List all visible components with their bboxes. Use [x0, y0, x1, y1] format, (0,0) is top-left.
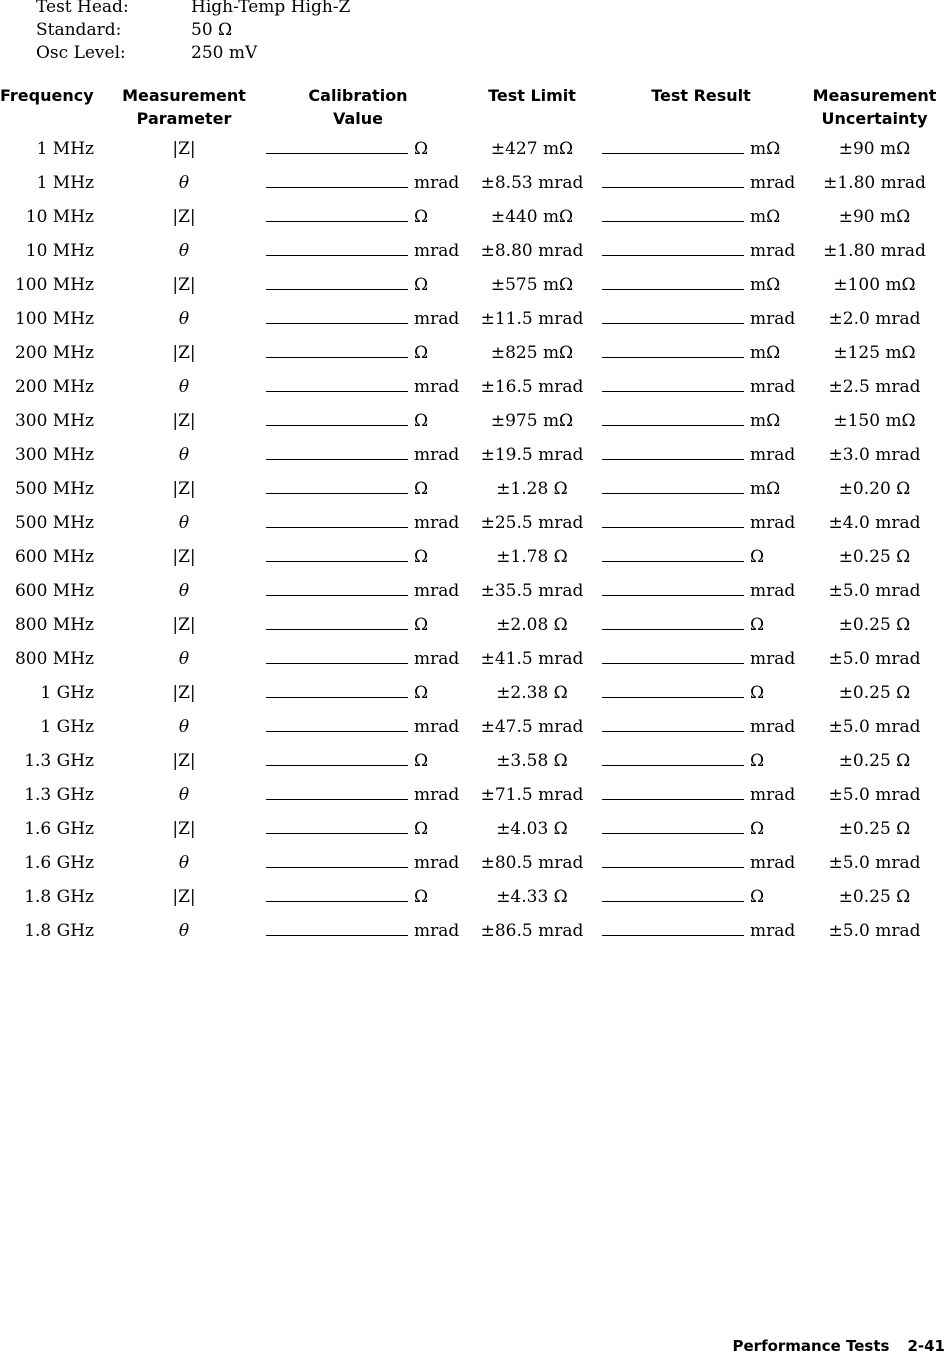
- test-result-unit: mrad: [750, 649, 795, 669]
- test-result-blank[interactable]: [602, 275, 744, 290]
- osc-level-label: Osc Level:: [36, 42, 191, 65]
- header-calibration-value: Calibration Value: [250, 82, 466, 132]
- uncertainty-cell: ±2.0 mrad: [804, 302, 945, 336]
- test-result-cell: [598, 132, 804, 166]
- parameter-cell: θ: [118, 574, 250, 608]
- table-row: [0, 778, 945, 812]
- calibration-value-cell: [250, 608, 466, 642]
- test-result-unit: mrad: [750, 513, 795, 533]
- calibration-value-blank[interactable]: [266, 343, 408, 358]
- calibration-unit: mrad: [414, 785, 459, 805]
- calibration-value-blank[interactable]: [266, 547, 408, 562]
- osc-level-row: [36, 42, 350, 65]
- test-limit-cell: ±575 mΩ: [466, 268, 598, 302]
- page-footer: [733, 1336, 945, 1356]
- calibration-value-blank[interactable]: [266, 479, 408, 494]
- test-result-unit: mΩ: [750, 479, 780, 499]
- test-limit-cell: ±4.03 Ω: [466, 812, 598, 846]
- calibration-value-blank[interactable]: [266, 751, 408, 766]
- test-result-blank[interactable]: [602, 819, 744, 834]
- test-result-unit: mrad: [750, 921, 795, 941]
- calibration-value-cell: [250, 506, 466, 540]
- uncertainty-cell: ±0.25 Ω: [804, 608, 945, 642]
- frequency-cell: 1 GHz: [0, 676, 118, 710]
- test-result-blank[interactable]: [602, 887, 744, 902]
- test-limit-cell: ±47.5 mrad: [466, 710, 598, 744]
- test-limit-cell: ±16.5 mrad: [466, 370, 598, 404]
- osc-level-value: 250 mV: [191, 42, 257, 65]
- table-row: [0, 438, 945, 472]
- table-row: [0, 608, 945, 642]
- uncertainty-cell: ±0.25 Ω: [804, 540, 945, 574]
- test-limit-cell: ±25.5 mrad: [466, 506, 598, 540]
- uncertainty-cell: ±1.80 mrad: [804, 166, 945, 200]
- calibration-value-cell: [250, 710, 466, 744]
- table-row: [0, 744, 945, 778]
- calibration-unit: mrad: [414, 173, 459, 193]
- calibration-value-blank[interactable]: [266, 309, 408, 324]
- uncertainty-cell: ±5.0 mrad: [804, 846, 945, 880]
- test-result-cell: [598, 370, 804, 404]
- test-limit-cell: ±4.33 Ω: [466, 880, 598, 914]
- frequency-cell: 300 MHz: [0, 438, 118, 472]
- test-result-unit: Ω: [750, 547, 764, 567]
- frequency-cell: 1.8 GHz: [0, 914, 118, 948]
- standard-value: 50 Ω: [191, 19, 232, 42]
- frequency-cell: 100 MHz: [0, 302, 118, 336]
- test-result-unit: mrad: [750, 173, 795, 193]
- test-result-cell: [598, 914, 804, 948]
- table-row: [0, 336, 945, 370]
- table-row: [0, 472, 945, 506]
- test-result-cell: [598, 438, 804, 472]
- calibration-value-cell: [250, 846, 466, 880]
- calibration-unit: mrad: [414, 717, 459, 737]
- test-result-blank[interactable]: [602, 683, 744, 698]
- test-result-cell: [598, 642, 804, 676]
- test-limit-cell: ±11.5 mrad: [466, 302, 598, 336]
- test-result-unit: mrad: [750, 581, 795, 601]
- table-header-row: [0, 82, 945, 132]
- test-result-unit: mrad: [750, 785, 795, 805]
- parameter-cell: |Z|: [118, 880, 250, 914]
- test-result-unit: mrad: [750, 241, 795, 261]
- header-measurement-uncertainty: Measurement Uncertainty: [804, 82, 945, 132]
- calibration-value-cell: [250, 336, 466, 370]
- test-result-cell: [598, 268, 804, 302]
- table-row: [0, 914, 945, 948]
- calibration-value-blank[interactable]: [266, 615, 408, 630]
- header-measurement-parameter: Measurement Parameter: [118, 82, 250, 132]
- frequency-cell: 1.3 GHz: [0, 778, 118, 812]
- frequency-cell: 500 MHz: [0, 506, 118, 540]
- parameter-cell: |Z|: [118, 200, 250, 234]
- calibration-unit: Ω: [414, 819, 428, 839]
- calibration-value-blank[interactable]: [266, 513, 408, 528]
- footer-page-number: 2-41: [907, 1337, 945, 1355]
- test-result-blank[interactable]: [602, 921, 744, 936]
- test-limit-cell: ±975 mΩ: [466, 404, 598, 438]
- test-limit-cell: ±19.5 mrad: [466, 438, 598, 472]
- frequency-cell: 200 MHz: [0, 336, 118, 370]
- calibration-value-blank[interactable]: [266, 717, 408, 732]
- parameter-cell: |Z|: [118, 472, 250, 506]
- parameter-cell: |Z|: [118, 404, 250, 438]
- uncertainty-cell: ±3.0 mrad: [804, 438, 945, 472]
- test-result-blank[interactable]: [602, 717, 744, 732]
- test-result-unit: Ω: [750, 887, 764, 907]
- calibration-value-cell: [250, 132, 466, 166]
- table-row: [0, 302, 945, 336]
- uncertainty-cell: ±0.25 Ω: [804, 676, 945, 710]
- test-limit-cell: ±427 mΩ: [466, 132, 598, 166]
- standard-label: Standard:: [36, 19, 191, 42]
- uncertainty-cell: ±90 mΩ: [804, 200, 945, 234]
- test-result-cell: [598, 336, 804, 370]
- parameter-cell: θ: [118, 506, 250, 540]
- calibration-unit: Ω: [414, 275, 428, 295]
- calibration-value-cell: [250, 302, 466, 336]
- test-result-unit: Ω: [750, 683, 764, 703]
- test-result-cell: [598, 744, 804, 778]
- test-result-unit: mΩ: [750, 207, 780, 227]
- parameter-cell: |Z|: [118, 608, 250, 642]
- calibration-value-cell: [250, 166, 466, 200]
- calibration-value-blank[interactable]: [266, 139, 408, 154]
- frequency-cell: 200 MHz: [0, 370, 118, 404]
- test-result-blank[interactable]: [602, 343, 744, 358]
- test-result-blank[interactable]: [602, 615, 744, 630]
- test-result-cell: [598, 676, 804, 710]
- calibration-value-cell: [250, 914, 466, 948]
- test-result-unit: Ω: [750, 615, 764, 635]
- calibration-value-cell: [250, 438, 466, 472]
- test-head-value: High-Temp High-Z: [191, 0, 350, 19]
- test-result-cell: [598, 404, 804, 438]
- parameter-cell: |Z|: [118, 676, 250, 710]
- test-result-blank[interactable]: [602, 649, 744, 664]
- frequency-cell: 1 MHz: [0, 166, 118, 200]
- parameter-cell: θ: [118, 234, 250, 268]
- table-row: [0, 166, 945, 200]
- parameter-cell: |Z|: [118, 812, 250, 846]
- test-limit-cell: ±440 mΩ: [466, 200, 598, 234]
- frequency-cell: 1 GHz: [0, 710, 118, 744]
- calibration-value-cell: [250, 370, 466, 404]
- uncertainty-cell: ±5.0 mrad: [804, 574, 945, 608]
- test-head-label: Test Head:: [36, 0, 191, 19]
- test-result-unit: mrad: [750, 377, 795, 397]
- test-result-cell: [598, 778, 804, 812]
- table-row: [0, 710, 945, 744]
- test-limit-cell: ±80.5 mrad: [466, 846, 598, 880]
- test-limit-cell: ±2.08 Ω: [466, 608, 598, 642]
- test-limit-cell: ±825 mΩ: [466, 336, 598, 370]
- uncertainty-cell: ±1.80 mrad: [804, 234, 945, 268]
- calibration-value-cell: [250, 574, 466, 608]
- uncertainty-cell: ±0.20 Ω: [804, 472, 945, 506]
- header-frequency: Frequency: [0, 82, 118, 132]
- calibration-value-blank[interactable]: [266, 275, 408, 290]
- frequency-cell: 10 MHz: [0, 200, 118, 234]
- test-result-blank[interactable]: [602, 581, 744, 596]
- calibration-unit: mrad: [414, 309, 459, 329]
- calibration-unit: mrad: [414, 581, 459, 601]
- test-limit-cell: ±71.5 mrad: [466, 778, 598, 812]
- calibration-unit: Ω: [414, 207, 428, 227]
- frequency-cell: 1.3 GHz: [0, 744, 118, 778]
- table-row: [0, 676, 945, 710]
- header-test-result: Test Result: [598, 82, 804, 132]
- test-result-blank[interactable]: [602, 445, 744, 460]
- calibration-value-cell: [250, 234, 466, 268]
- calibration-value-blank[interactable]: [266, 581, 408, 596]
- calibration-value-cell: [250, 540, 466, 574]
- frequency-cell: 500 MHz: [0, 472, 118, 506]
- calibration-value-cell: [250, 778, 466, 812]
- table-row: [0, 506, 945, 540]
- calibration-unit: mrad: [414, 513, 459, 533]
- uncertainty-cell: ±2.5 mrad: [804, 370, 945, 404]
- footer-section-title: Performance Tests: [733, 1337, 890, 1355]
- test-limit-cell: ±1.78 Ω: [466, 540, 598, 574]
- calibration-value-cell: [250, 812, 466, 846]
- test-result-cell: [598, 200, 804, 234]
- calibration-value-blank[interactable]: [266, 921, 408, 936]
- parameter-cell: |Z|: [118, 132, 250, 166]
- standard-row: [36, 19, 350, 42]
- calibration-unit: Ω: [414, 615, 428, 635]
- test-result-cell: [598, 812, 804, 846]
- header-test-limit: Test Limit: [466, 82, 598, 132]
- parameter-cell: |Z|: [118, 540, 250, 574]
- calibration-value-blank[interactable]: [266, 207, 408, 222]
- test-result-unit: Ω: [750, 751, 764, 771]
- frequency-cell: 800 MHz: [0, 608, 118, 642]
- calibration-unit: Ω: [414, 343, 428, 363]
- calibration-unit: mrad: [414, 377, 459, 397]
- parameter-cell: |Z|: [118, 744, 250, 778]
- test-limit-cell: ±8.80 mrad: [466, 234, 598, 268]
- test-result-cell: [598, 234, 804, 268]
- parameter-cell: θ: [118, 710, 250, 744]
- calibration-value-blank[interactable]: [266, 819, 408, 834]
- calibration-value-blank[interactable]: [266, 377, 408, 392]
- frequency-cell: 10 MHz: [0, 234, 118, 268]
- test-result-blank[interactable]: [602, 173, 744, 188]
- uncertainty-cell: ±5.0 mrad: [804, 914, 945, 948]
- calibration-value-cell: [250, 200, 466, 234]
- table-row: [0, 132, 945, 166]
- test-result-blank[interactable]: [602, 309, 744, 324]
- test-result-unit: mrad: [750, 445, 795, 465]
- calibration-value-cell: [250, 404, 466, 438]
- uncertainty-cell: ±0.25 Ω: [804, 744, 945, 778]
- test-result-unit: mΩ: [750, 343, 780, 363]
- uncertainty-cell: ±125 mΩ: [804, 336, 945, 370]
- calibration-unit: mrad: [414, 853, 459, 873]
- test-result-unit: mrad: [750, 717, 795, 737]
- test-setup-info: [36, 0, 350, 65]
- test-result-blank[interactable]: [602, 547, 744, 562]
- calibration-unit: Ω: [414, 479, 428, 499]
- test-result-blank[interactable]: [602, 751, 744, 766]
- table-row: [0, 846, 945, 880]
- uncertainty-cell: ±0.25 Ω: [804, 880, 945, 914]
- table-row: [0, 812, 945, 846]
- test-result-blank[interactable]: [602, 139, 744, 154]
- test-result-cell: [598, 472, 804, 506]
- uncertainty-cell: ±100 mΩ: [804, 268, 945, 302]
- parameter-cell: θ: [118, 438, 250, 472]
- calibration-value-cell: [250, 880, 466, 914]
- test-result-blank[interactable]: [602, 513, 744, 528]
- calibration-value-cell: [250, 676, 466, 710]
- calibration-value-blank[interactable]: [266, 173, 408, 188]
- calibration-value-blank[interactable]: [266, 649, 408, 664]
- test-result-unit: mΩ: [750, 275, 780, 295]
- table-row: [0, 404, 945, 438]
- uncertainty-cell: ±150 mΩ: [804, 404, 945, 438]
- uncertainty-cell: ±4.0 mrad: [804, 506, 945, 540]
- frequency-cell: 1.6 GHz: [0, 846, 118, 880]
- table-row: [0, 370, 945, 404]
- test-result-cell: [598, 574, 804, 608]
- table-row: [0, 880, 945, 914]
- calibration-value-blank[interactable]: [266, 445, 408, 460]
- test-limit-cell: ±8.53 mrad: [466, 166, 598, 200]
- test-head-row: [36, 0, 350, 19]
- uncertainty-cell: ±0.25 Ω: [804, 812, 945, 846]
- calibration-value-blank[interactable]: [266, 887, 408, 902]
- calibration-unit: Ω: [414, 683, 428, 703]
- calibration-unit: Ω: [414, 547, 428, 567]
- test-result-unit: mrad: [750, 309, 795, 329]
- uncertainty-cell: ±5.0 mrad: [804, 778, 945, 812]
- table-row: [0, 234, 945, 268]
- test-limit-cell: ±86.5 mrad: [466, 914, 598, 948]
- test-result-blank[interactable]: [602, 853, 744, 868]
- calibration-unit: Ω: [414, 887, 428, 907]
- calibration-value-blank[interactable]: [266, 785, 408, 800]
- test-result-cell: [598, 166, 804, 200]
- table-row: [0, 540, 945, 574]
- frequency-cell: 300 MHz: [0, 404, 118, 438]
- frequency-cell: 100 MHz: [0, 268, 118, 302]
- test-result-unit: Ω: [750, 819, 764, 839]
- test-result-unit: mΩ: [750, 411, 780, 431]
- test-result-blank[interactable]: [602, 241, 744, 256]
- test-result-blank[interactable]: [602, 411, 744, 426]
- parameter-cell: θ: [118, 914, 250, 948]
- test-result-blank[interactable]: [602, 207, 744, 222]
- test-limit-cell: ±35.5 mrad: [466, 574, 598, 608]
- calibration-unit: Ω: [414, 139, 428, 159]
- calibration-unit: mrad: [414, 921, 459, 941]
- calibration-value-blank[interactable]: [266, 683, 408, 698]
- calibration-value-cell: [250, 744, 466, 778]
- test-result-cell: [598, 880, 804, 914]
- test-result-unit: mrad: [750, 853, 795, 873]
- test-result-cell: [598, 506, 804, 540]
- calibration-value-cell: [250, 268, 466, 302]
- test-result-blank[interactable]: [602, 377, 744, 392]
- parameter-cell: θ: [118, 166, 250, 200]
- frequency-cell: 800 MHz: [0, 642, 118, 676]
- frequency-cell: 600 MHz: [0, 574, 118, 608]
- frequency-cell: 1.8 GHz: [0, 880, 118, 914]
- test-limit-cell: ±41.5 mrad: [466, 642, 598, 676]
- uncertainty-cell: ±90 mΩ: [804, 132, 945, 166]
- parameter-cell: |Z|: [118, 336, 250, 370]
- frequency-cell: 1.6 GHz: [0, 812, 118, 846]
- uncertainty-cell: ±5.0 mrad: [804, 710, 945, 744]
- calibration-unit: Ω: [414, 751, 428, 771]
- parameter-cell: θ: [118, 846, 250, 880]
- calibration-unit: Ω: [414, 411, 428, 431]
- test-result-cell: [598, 710, 804, 744]
- parameter-cell: θ: [118, 302, 250, 336]
- calibration-unit: mrad: [414, 445, 459, 465]
- parameter-cell: θ: [118, 778, 250, 812]
- calibration-unit: mrad: [414, 241, 459, 261]
- test-record-table: [0, 82, 945, 948]
- calibration-value-blank[interactable]: [266, 853, 408, 868]
- table-row: [0, 642, 945, 676]
- parameter-cell: θ: [118, 370, 250, 404]
- calibration-value-cell: [250, 642, 466, 676]
- table-body: [0, 132, 945, 948]
- calibration-value-cell: [250, 472, 466, 506]
- test-result-cell: [598, 608, 804, 642]
- parameter-cell: θ: [118, 642, 250, 676]
- test-limit-cell: ±2.38 Ω: [466, 676, 598, 710]
- table-row: [0, 268, 945, 302]
- uncertainty-cell: ±5.0 mrad: [804, 642, 945, 676]
- table-row: [0, 200, 945, 234]
- calibration-value-blank[interactable]: [266, 241, 408, 256]
- test-result-cell: [598, 846, 804, 880]
- calibration-unit: mrad: [414, 649, 459, 669]
- frequency-cell: 600 MHz: [0, 540, 118, 574]
- test-limit-cell: ±3.58 Ω: [466, 744, 598, 778]
- test-limit-cell: ±1.28 Ω: [466, 472, 598, 506]
- test-result-blank[interactable]: [602, 479, 744, 494]
- parameter-cell: |Z|: [118, 268, 250, 302]
- test-result-cell: [598, 302, 804, 336]
- test-result-blank[interactable]: [602, 785, 744, 800]
- table-row: [0, 574, 945, 608]
- test-result-cell: [598, 540, 804, 574]
- frequency-cell: 1 MHz: [0, 132, 118, 166]
- test-result-unit: mΩ: [750, 139, 780, 159]
- calibration-value-blank[interactable]: [266, 411, 408, 426]
